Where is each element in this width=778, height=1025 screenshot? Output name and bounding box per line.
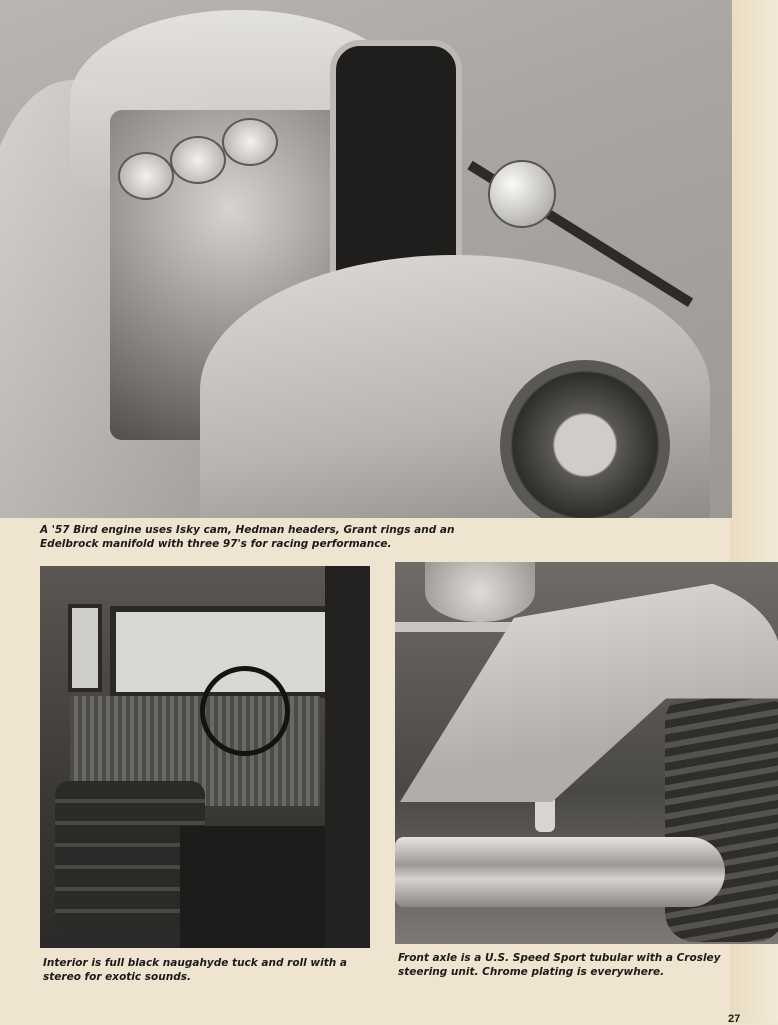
- front-wheel: [500, 360, 670, 518]
- engine-caption: A '57 Bird engine uses Isky cam, Hedman headers, Grant rings and an Edelbrock manifold with three 97's for racing performance.: [40, 524, 455, 550]
- interior-photo: [40, 566, 370, 948]
- side-window: [68, 604, 102, 692]
- open-door: [325, 566, 370, 948]
- carburetor: [118, 152, 174, 200]
- headlight-shell: [425, 562, 535, 622]
- headlight: [488, 160, 556, 228]
- interior-caption: Interior is full black naugahyde tuck and roll with a stereo for exotic sounds.: [43, 957, 347, 983]
- steering-wheel: [200, 666, 290, 756]
- carburetor: [170, 136, 226, 184]
- chrome-bumper: [395, 837, 725, 907]
- engine-photo: [0, 0, 732, 518]
- front-axle-photo: [395, 562, 778, 944]
- page-number: 27: [728, 1013, 741, 1025]
- carburetor: [222, 118, 278, 166]
- floor: [180, 826, 340, 948]
- front-axle-caption: Front axle is a U.S. Speed Sport tubular with a Crosley steering unit. Chrome plating is everywhere.: [398, 952, 721, 978]
